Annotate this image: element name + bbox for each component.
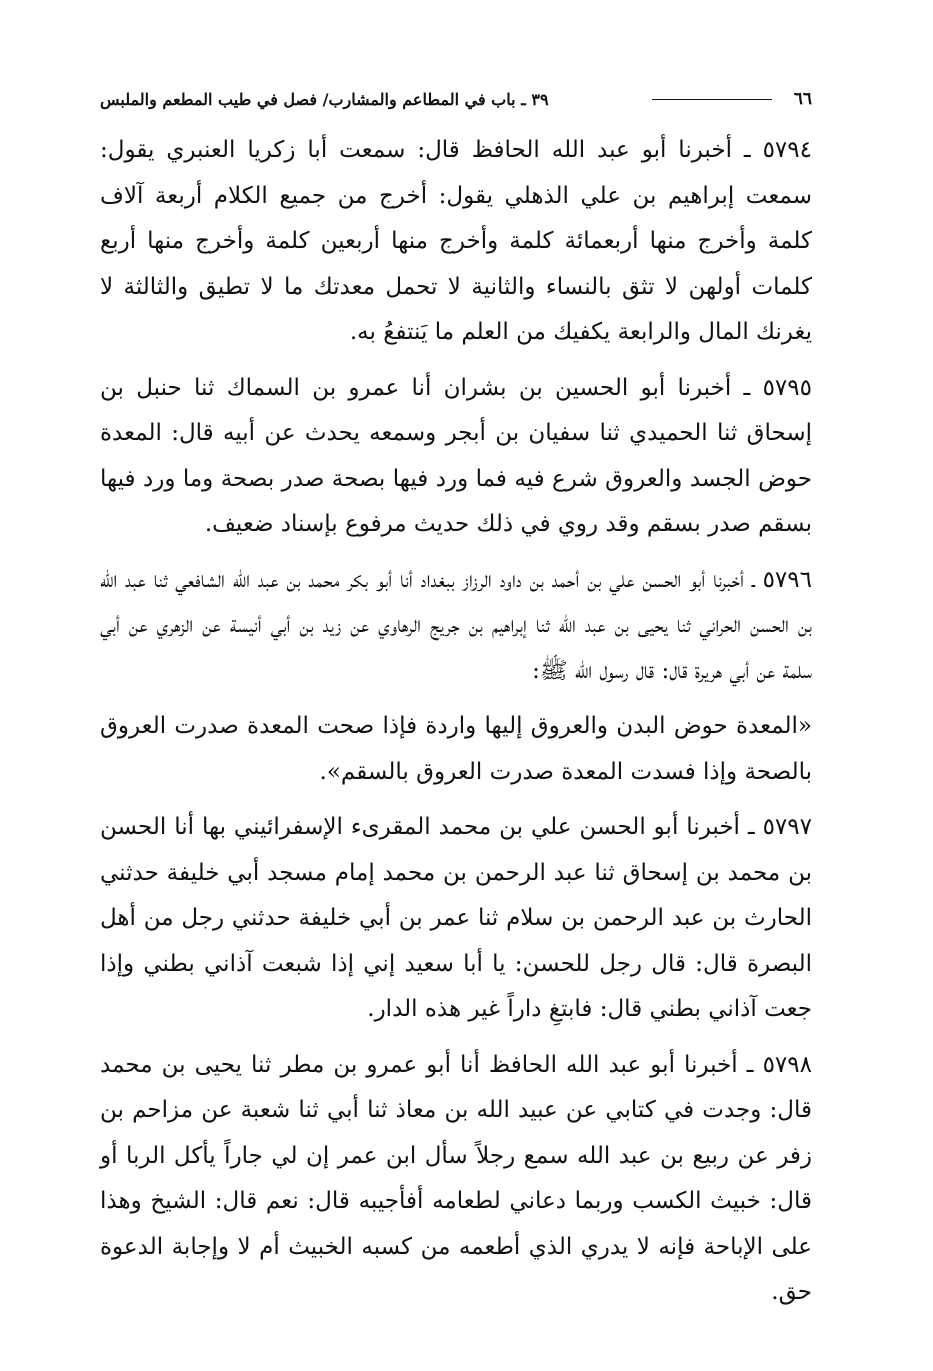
hadith-paragraph-5798 [100,1043,812,1316]
chapter-title: ٣٩ ـ باب في المطاعم والمشارب/ فصل في طيب المطعم والملبس [100,89,549,109]
hadith-text: ـ أخبرنا أبو عبد الله الحافظ قال: سمعت أبا زكريا العنبري يقول: سمعت إبراهيم بن علي الذهلي يقول: أخرج من جميع الكلام أربعة آلاف كلمة وأخرج منها أربعمائة كلمة وأخرج منها أربعين كلمة وأخرج منها أربع كلمات أولهن لا تثق بالنساء والثانية لا تحمل معدتك ما لا تطيق والثالثة لا يغرنك المال والرابعة يكفيك من العلم ما يَنتفعُ به. [100,137,812,345]
hadith-number: ٥٧٩٤ [762,137,812,163]
hadith-number: ٥٧٩٦ [762,566,812,593]
body-text [100,128,812,1316]
hadith-text: ـ أخبرنا أبو الحسن علي بن أحمد بن داود الرزاز ببغداد أنا أبو بكر محمد بن عبد الله الشافعي ثنا عبد الله بن الحسن الحراني ثنا يحيى بن عبد الله ثنا إبراهيم بن جريج الرهاوي عن زيد بن أبي أنيسة عن الزهري عن أبي سلمة عن أبي هريرة قال: قال رسول الله ﷺ: [100,566,812,684]
hadith-number: ٥٧٩٥ [762,374,812,401]
hadith-paragraph-5795 [100,366,812,548]
running-header [100,84,812,114]
hadith-paragraph-5794 [100,128,812,356]
hadith-text: ـ أخبرنا أبو الحسين بن بشران أنا عمرو بن السماك ثنا حنبل بن إسحاق ثنا الحميدي ثنا سفيان بن أبجر وسمعه يحدث عن أبيه قال: المعدة حوض الجسد والعروق شرع فيه فما ورد فيها بصحة صدر بصحة وما ورد فيها بسقم صدر بسقم وقد روي في ذلك حديث مرفوع بإسناد ضعيف. [100,374,812,537]
page-number: ٦٦ [793,89,812,109]
hadith-number: ٥٧٩٨ [762,1051,812,1078]
hadith-text: ـ أخبرنا أبو عبد الله الحافظ أنا أبو عمرو بن مطر ثنا يحيى بن محمد قال: وجدت في كتابي عن عبيد الله بن معاذ ثنا أبي ثنا شعبة عن مزاحم بن زفر عن ربيع بن عبد الله سمع رجلاً سأل ابن عمر إن لي جاراً يأكل الربا أو قال: خبيث الكسب وربما دعاني لطعامه أفأجيبه قال: نعم قال: الشيخ وهذا على الإباحة فإنه لا يدري الذي أطعمه من كسبه الخبيث أم لا وإجابة الدعوة حق. [100,1051,812,1305]
hadith-quote [100,704,812,795]
hadith-quote-text: «المعدة حوض البدن والعروق إليها واردة فإذا صحت المعدة صدرت العروق بالصحة وإذا فسدت المعدة صدرت العروق بالسقم». [100,713,812,785]
hadith-paragraph-5797 [100,805,812,1033]
hadith-number: ٥٧٩٧ [762,814,812,840]
hadith-text: ـ أخبرنا أبو الحسن علي بن محمد المقرىء الإسفرائيني بها أنا الحسن بن محمد بن إسحاق ثنا عبد الرحمن بن محمد إمام مسجد أبي خليفة حدثني الحارث بن عبد الرحمن بن سلام ثنا عمر بن أبي خليفة حدثني رجل من أهل البصرة قال: قال رجل للحسن: يا أبا سعيد إني إذا شبعت آذاني بطني وإذا جعت آذاني بطني قال: فابتغِ داراً غير هذه الدار. [100,814,812,1022]
book-page [100,84,812,1326]
header-rule [652,99,772,100]
hadith-paragraph-5796 [100,558,812,695]
